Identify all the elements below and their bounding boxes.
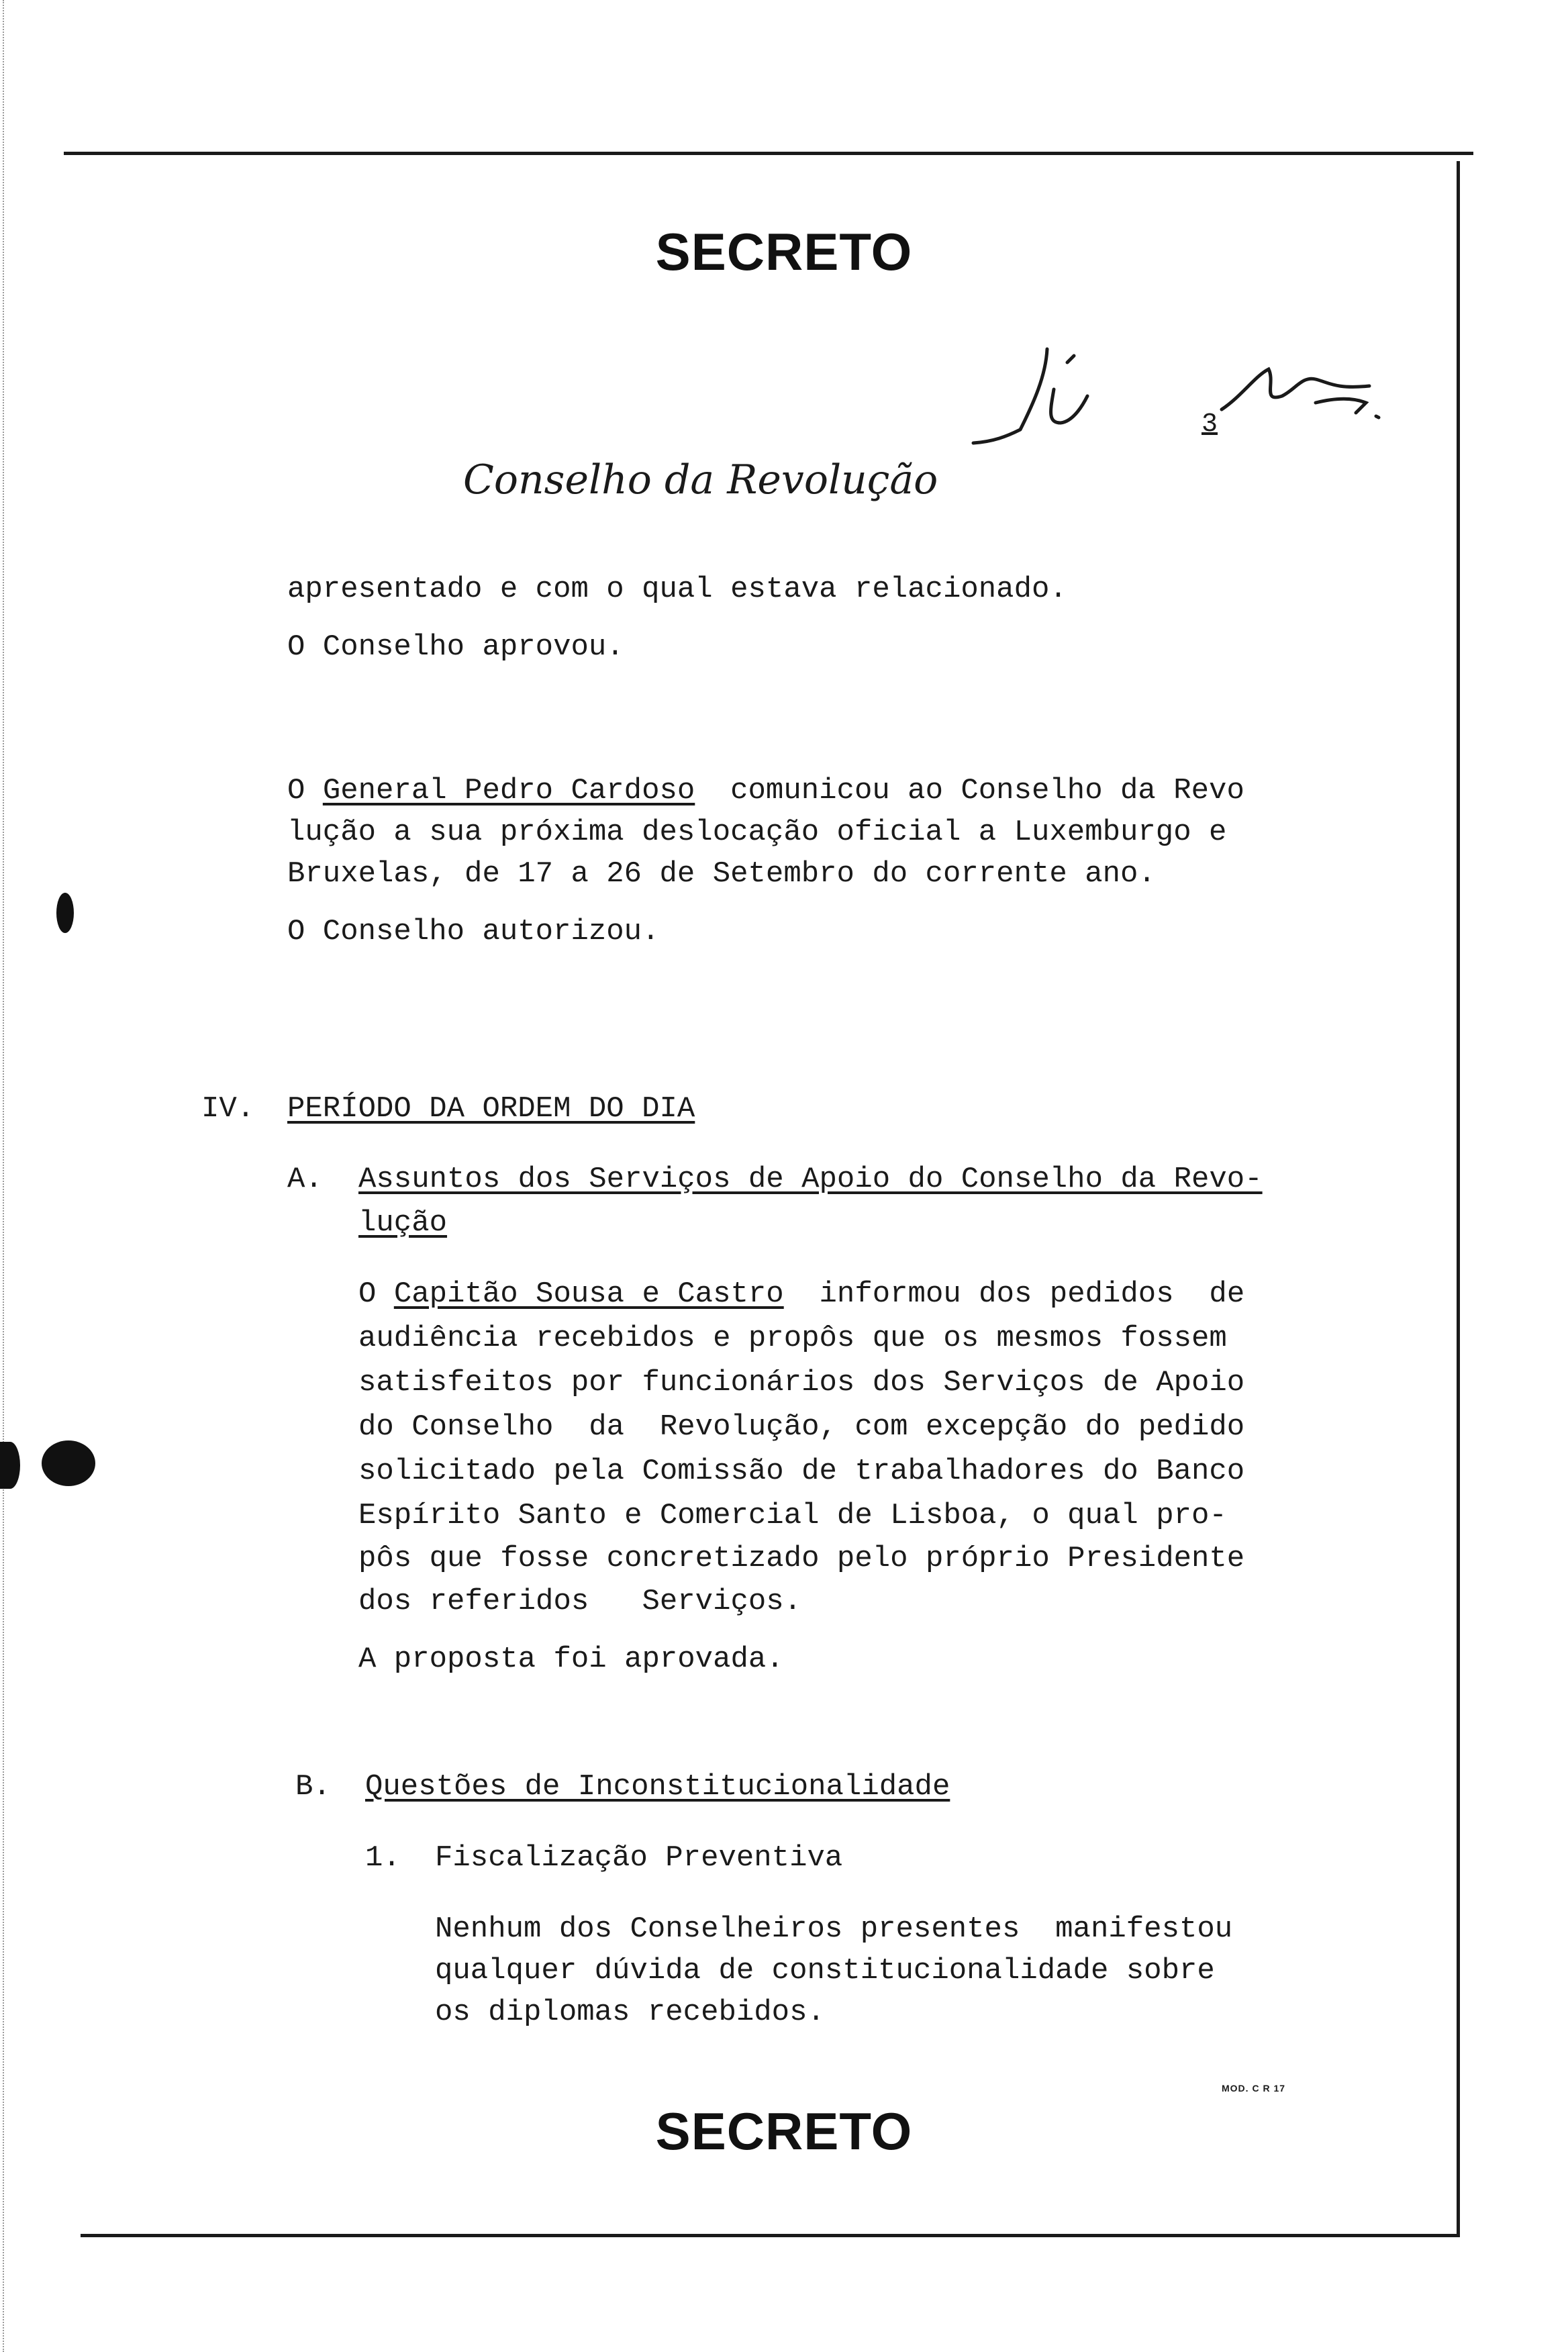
body-line: satisfeitos por funcionários dos Serviços de Apoio [358,1366,1245,1400]
text-span: informou dos pedidos de [783,1277,1245,1311]
body-line: qualquer dúvida de constitucionalidade sobre [435,1954,1215,1988]
body-line: O Conselho aprovou. [287,630,624,664]
body-line: A proposta foi aprovada. [358,1643,784,1676]
item-title: Fiscalização Preventiva [435,1841,843,1875]
section-number: IV. [201,1092,255,1126]
body-line [287,769,1244,813]
subsection-title: Assuntos dos Serviços de Apoio do Conselho da Revo- [358,1163,1263,1196]
subsection-label: A. [287,1163,323,1196]
letterhead: Conselho da Revolução [463,456,938,503]
body-line: Nenhum dos Conselheiros presentes manifestou [435,1912,1233,1946]
frame-top-line [64,152,1473,155]
body-line: pôs que fosse concretizado pelo próprio Presidente [358,1542,1245,1575]
text-span: O [287,774,323,807]
frame-bottom-line [81,2234,1460,2237]
body-line: O Conselho autorizou. [287,915,660,948]
page-number: 3 [1202,409,1218,440]
body-line [358,1273,1244,1316]
punch-hole-2 [0,1442,20,1489]
body-line: Espírito Santo e Comercial de Lisboa, o qual pro- [358,1499,1227,1532]
body-line: apresentado e com o qual estava relacionado. [287,573,1067,606]
handwritten-initials [967,336,1121,450]
body-line: Bruxelas, de 17 a 26 de Setembro do corrente ano. [287,857,1156,891]
text-span: comunicou ao Conselho da Revo [695,774,1244,807]
form-code: MOD. C R 17 [1222,2083,1286,2094]
classification-footer: SECRETO [655,2102,913,2161]
classification-header: SECRETO [655,222,913,281]
punch-hole-3 [42,1440,95,1486]
body-line: do Conselho da Revolução, com excepção do pedido [358,1410,1245,1444]
subsection-title: Questões de Inconstitucionalidade [365,1770,950,1804]
subsection-label: B. [295,1770,331,1804]
body-line: lução a sua próxima deslocação oficial a Luxemburgo e [287,816,1227,849]
subsection-title: lução [358,1206,448,1240]
scan-edge [3,0,4,2352]
body-line: audiência recebidos e propôs que os mesmos fossem [358,1322,1227,1355]
person-name: Capitão Sousa e Castro [393,1277,784,1311]
handwritten-signature [1215,356,1389,430]
punch-hole-1 [56,893,74,933]
body-line: os diplomas recebidos. [435,1996,825,2029]
body-line: dos referidos Serviços. [358,1585,802,1618]
text-span: O [358,1277,394,1311]
person-name: General Pedro Cardoso [322,774,695,807]
frame-right-line [1457,161,1460,2235]
section-title: PERÍODO DA ORDEM DO DIA [287,1092,695,1126]
item-label: 1. [365,1841,401,1875]
body-line: solicitado pela Comissão de trabalhadores do Banco [358,1455,1245,1488]
